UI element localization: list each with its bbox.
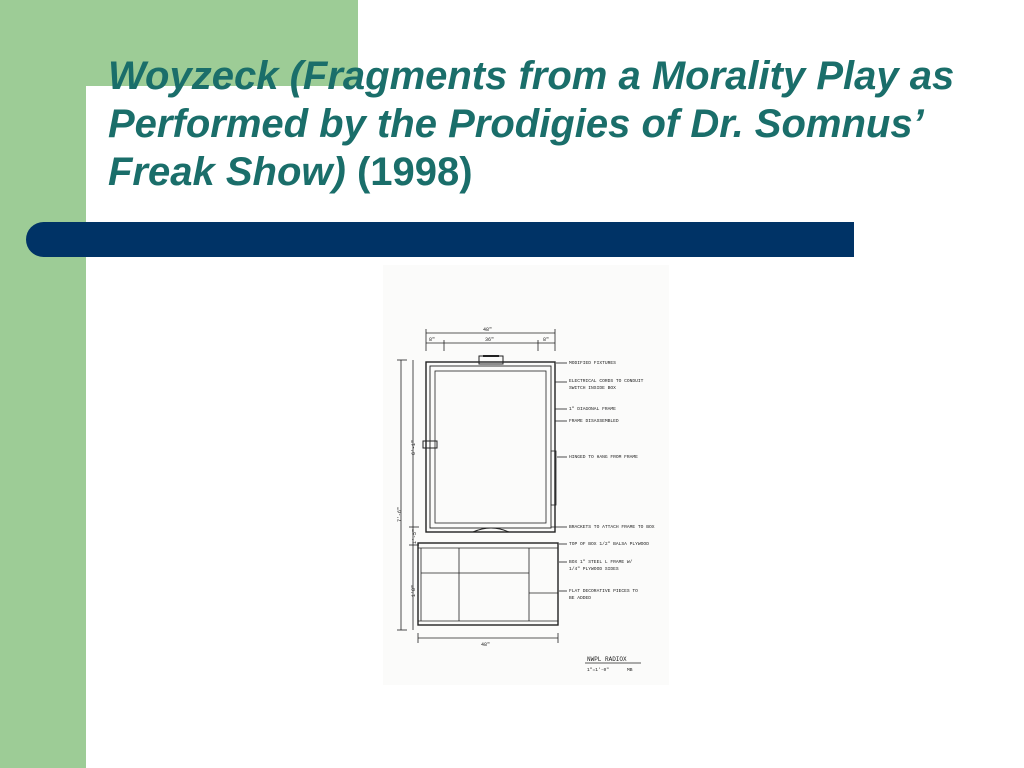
mirror-area xyxy=(435,371,546,523)
frame-outer xyxy=(426,362,555,532)
dim-height-box: 1'8" xyxy=(411,584,417,597)
title-block-initials: MB xyxy=(627,668,633,673)
note-diagonal-frame: 1" DIAGONAL FRAME xyxy=(569,407,616,412)
dim-inner-width: 36" xyxy=(485,337,495,343)
note-frame-disassembled: FRAME DISASSEMBLED xyxy=(569,419,619,424)
dim-height-frame: 6'-1" xyxy=(411,439,417,455)
note-switch-inside-box: SWITCH INSIDE BOX xyxy=(569,386,616,391)
note-hinged: HINGED TO HANG FROM FRAME xyxy=(569,455,638,460)
fixture-top xyxy=(479,356,503,364)
dim-left-margin: 8" xyxy=(429,337,436,343)
dim-height-overall: 7'-6" xyxy=(397,506,403,522)
dim-right-margin: 8" xyxy=(543,337,550,343)
dim-base-width: 48" xyxy=(481,642,491,648)
note-top-of-box: TOP OF BOX 1/2" BALSA PLYWOOD xyxy=(569,542,649,547)
note-brackets: BRACKETS TO ATTACH FRAME TO BOX xyxy=(569,525,655,530)
note-box-steel-frame: BOX 1" STEEL L FRAME W/ xyxy=(569,560,633,565)
technical-drawing xyxy=(383,265,669,685)
title-divider-bar xyxy=(26,222,854,257)
slide-title-year: (1998) xyxy=(356,150,473,194)
title-block-name: NWPL RADIOX xyxy=(587,656,627,663)
base-box xyxy=(418,543,558,625)
note-decorative-pieces: FLAT DECORATIVE PIECES TO xyxy=(569,589,638,594)
dim-height-box-top: 1'-5" xyxy=(412,528,418,544)
frame-inner xyxy=(430,366,551,528)
green-side-band xyxy=(0,0,86,768)
title-block-scale: 1"=1'-0" xyxy=(587,668,610,673)
dim-overall-width: 48" xyxy=(483,327,493,333)
drawing-svg xyxy=(383,265,669,685)
note-plywood-sides: 1/4" PLYWOOD SIDES xyxy=(569,567,619,572)
note-be-added: BE ADDED xyxy=(569,596,592,601)
note-electrical-cords: ELECTRICAL CORDS TO CONDUIT xyxy=(569,379,644,384)
note-modified-fixtures: MODIFIED FIXTURES xyxy=(569,361,616,366)
slide-title xyxy=(108,52,988,196)
slide-title-italic: Woyzeck (Fragments from a Morality Play as Performed by the Prodigies of Dr. Somnus’ Freak Show) xyxy=(108,54,955,194)
